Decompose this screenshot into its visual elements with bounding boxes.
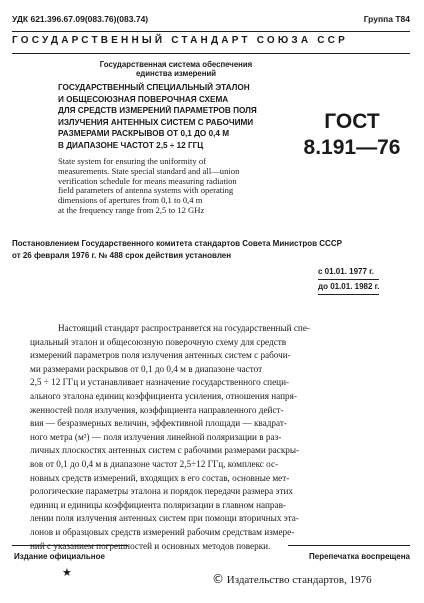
body-line: личных плоскостях антенных систем с рабочими размерами раскры- <box>30 445 300 456</box>
footer-rule-right <box>288 545 410 546</box>
english-title-line: dimensions of apertures from 0,1 to 0,4 m <box>58 195 203 206</box>
body-line: рологические параметры эталона и порядок передачи размера этих <box>30 486 293 497</box>
english-title-line: State system for ensuring the uniformity of <box>58 156 206 166</box>
body-line: лонов и образцовых средств измерений рабочим средствам измере- <box>30 526 295 537</box>
body-line: вия — безразмерных величин, эффективной площади — квадрат- <box>30 418 287 429</box>
gost-label: ГОСТ <box>324 110 380 133</box>
footer-rule-left <box>12 545 128 546</box>
body-line: новных средств измерений, входящих в его состав, основные мет- <box>30 472 290 483</box>
title-line: И ОБЩЕСОЮЗНАЯ ПОВЕРОЧНАЯ СХЕМА <box>58 94 229 104</box>
gost-number: 8.191—76 <box>303 136 401 159</box>
decree-line: Постановлением Государственного комитета стандартов Совета Министров СССР <box>12 239 342 248</box>
english-title-line: field parameters of antenna systems with operating <box>58 185 234 196</box>
english-title-line: measurements. State special standard and all—union <box>58 165 240 176</box>
state-standard-heading: ГОСУДАРСТВЕННЫЙ СТАНДАРТ СОЮЗА ССР <box>12 35 348 46</box>
body-line: женностей поля излучения, коэффициента направленного дейст- <box>30 404 284 415</box>
body-line: ми размерами раскрывов от 0,1 до 0,4 м в диапазоне частот <box>30 363 263 374</box>
title-line: ДЛЯ СРЕДСТВ ИЗМЕРЕНИЙ ПАРАМЕТРОВ ПОЛЯ <box>58 106 257 116</box>
gost-designation <box>296 109 408 161</box>
english-title <box>58 157 308 216</box>
body-line: 2,5 ÷ 12 ГГц и устанавливает назначение государственного специ- <box>30 377 290 388</box>
body-line: Настоящий стандарт распространяется на государственный спе- <box>58 323 310 333</box>
copyright-icon: © <box>212 572 224 586</box>
english-title-line: at the frequency range from 2,5 to 12 GHz <box>58 204 205 215</box>
body-line: лении поля излучения антенных систем при помощи вторичных эта- <box>30 513 299 524</box>
validity-dates <box>318 265 379 295</box>
russian-title <box>58 82 294 152</box>
title-line: РАЗМЕРАМИ РАСКРЫВОВ ОТ 0,1 ДО 0,4 М <box>58 129 230 139</box>
udk-code: УДК 621.396.67.09(083.76)(083.74) <box>12 14 149 24</box>
reprint-notice: Перепечатка воспрещена <box>309 552 410 561</box>
body-line: циальный эталон и общесоюзную поверочную схему для средств <box>30 336 287 347</box>
title-line: ИЗЛУЧЕНИЯ АНТЕННЫХ СИСТЕМ С РАБОЧИМИ <box>58 117 254 127</box>
star-icon: ★ <box>62 567 72 579</box>
header-rule <box>12 53 410 54</box>
decree-line: от 26 февраля 1976 г. № 488 срок действия установлен <box>12 251 232 260</box>
body-line: измерений параметров поля излучения антенных систем с рабочи- <box>30 350 291 361</box>
copyright-line <box>212 572 372 586</box>
decree-text <box>12 238 412 262</box>
system-line: Государственная система обеспечения <box>99 60 253 69</box>
group-code: Группа Т84 <box>363 14 410 24</box>
official-edition-label: Издание официальное <box>14 552 105 561</box>
english-title-line: verification schedule for means measuring radiation <box>58 175 237 186</box>
measurement-system-label <box>60 60 292 78</box>
system-line: единства измерений <box>135 69 217 78</box>
title-line: В ДИАПАЗОНЕ ЧАСТОТ 2,5 ÷ 12 ГГЦ <box>58 140 204 150</box>
copyright-text: Издательство стандартов, 1976 <box>226 574 372 586</box>
body-line: ний с указанием погрешностей и основных методов поверки. <box>30 540 271 551</box>
date-from: с 01.01. 1977 г. <box>318 265 379 280</box>
top-rule <box>12 31 410 32</box>
body-line: единиц и единицы коэффициента поляризации в главном направ- <box>30 499 286 510</box>
date-to: до 01.01. 1982 г. <box>318 280 379 295</box>
body-line: вов от 0,1 до 0,4 м в диапазоне частот 2,5÷12 ГГц, комплекс ос- <box>30 458 279 469</box>
body-paragraph <box>30 322 412 553</box>
body-line: ального эталона единиц коэффициента усиления, отношения напря- <box>30 390 297 401</box>
title-line: ГОСУДАРСТВЕННЫЙ СПЕЦИАЛЬНЫЙ ЭТАЛОН <box>58 83 250 92</box>
body-line: ного метра (м²) — поля излучения линейной поляризации в раз- <box>30 431 282 442</box>
